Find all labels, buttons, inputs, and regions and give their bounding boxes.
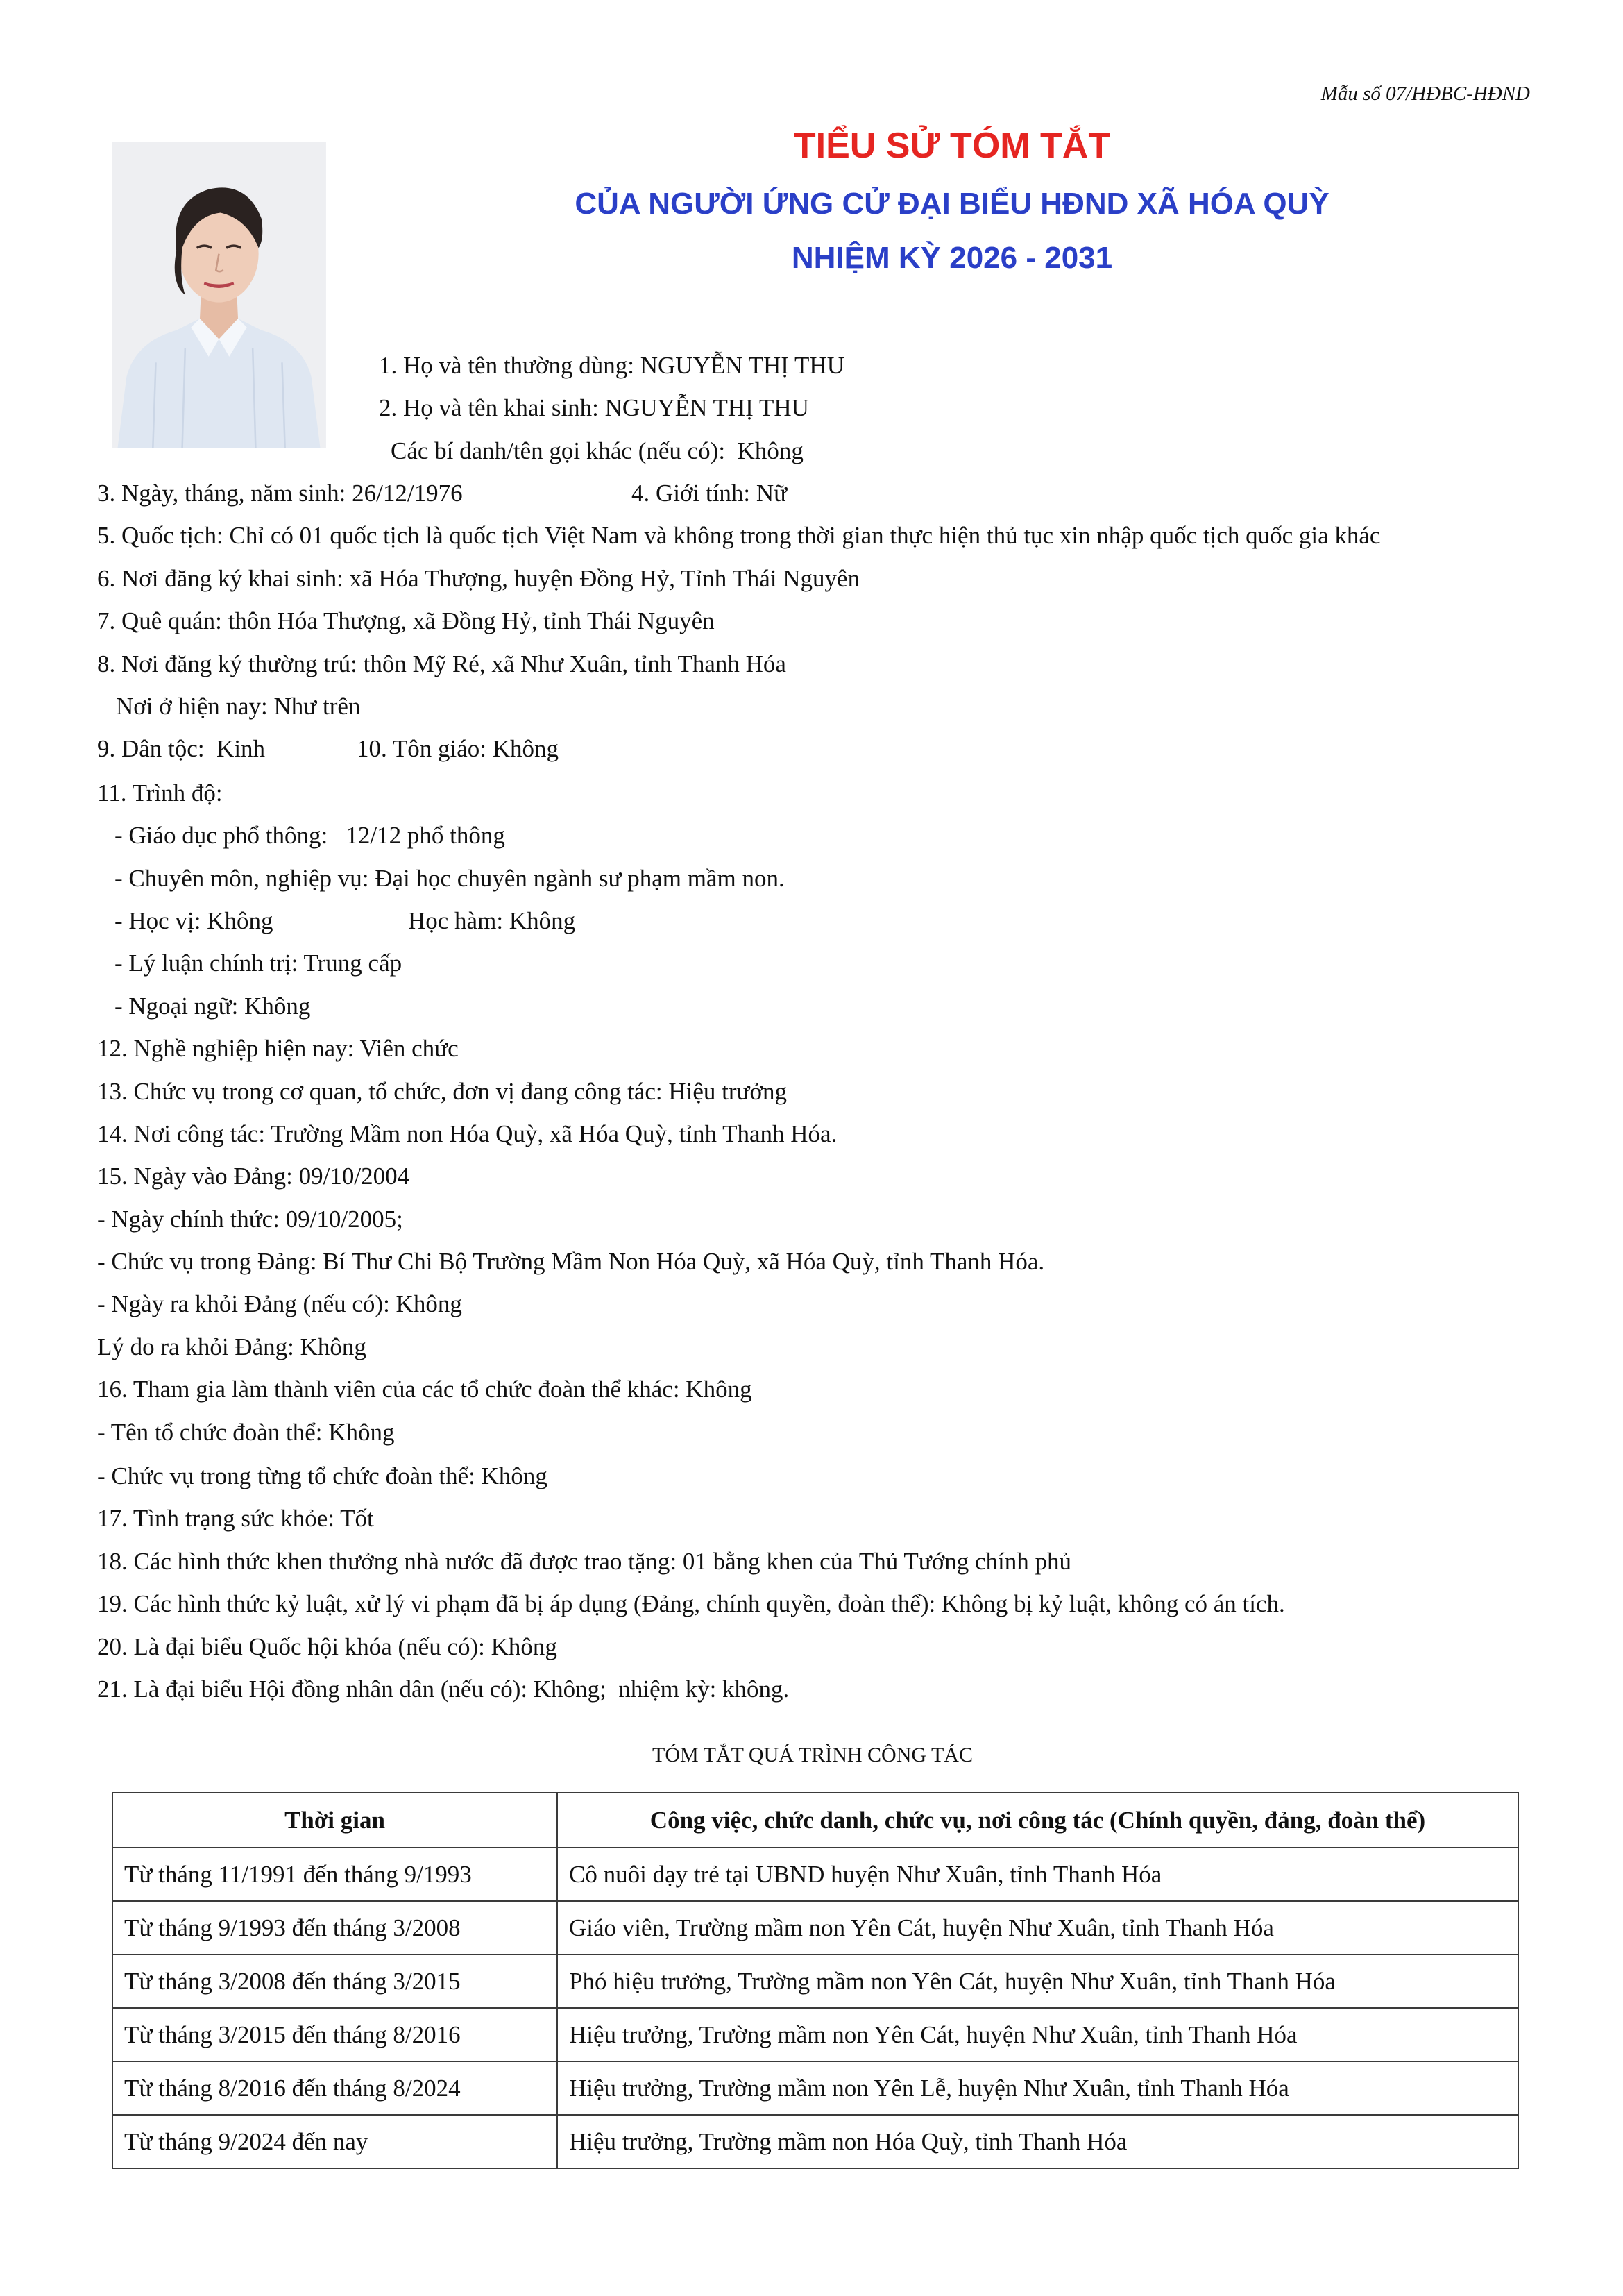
field-awards: 18. Các hình thức khen thưởng nhà nước đã được trao tặng: 01 bằng khen của Thủ Tướng chính phủ bbox=[97, 1548, 1071, 1575]
field-birth-name: 2. Họ và tên khai sinh: NGUYỄN THỊ THU bbox=[379, 394, 809, 421]
field-foreign-language: - Ngoại ngữ: Không bbox=[114, 993, 311, 1020]
title-subtitle: CỦA NGƯỜI ỨNG CỬ ĐẠI BIỂU HĐND XÃ HÓA QUỲ bbox=[575, 187, 1329, 221]
cell-period: Từ tháng 11/1991 đến tháng 9/1993 bbox=[112, 1848, 557, 1901]
field-workplace: 14. Nơi công tác: Trường Mầm non Hóa Quỳ, xã Hóa Quỳ, tỉnh Thanh Hóa. bbox=[97, 1120, 838, 1147]
field-political-theory: - Lý luận chính trị: Trung cấp bbox=[114, 949, 402, 977]
field-general-education: - Giáo dục phổ thông: 12/12 phổ thông bbox=[114, 822, 505, 849]
field-health: 17. Tình trạng sức khỏe: Tốt bbox=[97, 1505, 374, 1532]
title-term: NHIỆM KỲ 2026 - 2031 bbox=[791, 241, 1113, 275]
cell-description: Cô nuôi dạy trẻ tại UBND huyện Như Xuân, tỉnh Thanh Hóa bbox=[557, 1848, 1518, 1901]
field-people-council: 21. Là đại biểu Hội đồng nhân dân (nếu có): Không; nhiệm kỳ: không. bbox=[97, 1675, 790, 1703]
cell-description: Giáo viên, Trường mầm non Yên Cát, huyện Như Xuân, tỉnh Thanh Hóa bbox=[557, 1901, 1518, 1955]
work-history-heading: TÓM TẮT QUÁ TRÌNH CÔNG TÁC bbox=[652, 1744, 973, 1766]
column-header-period: Thời gian bbox=[112, 1793, 557, 1848]
cell-period: Từ tháng 3/2015 đến tháng 8/2016 bbox=[112, 2008, 557, 2061]
work-history-table bbox=[112, 1792, 1519, 2169]
table-row bbox=[112, 2008, 1518, 2061]
portrait-photo bbox=[112, 142, 326, 448]
field-birth-registration: 6. Nơi đăng ký khai sinh: xã Hóa Thượng, huyện Đồng Hỷ, Tỉnh Thái Nguyên bbox=[97, 565, 860, 592]
field-national-assembly: 20. Là đại biểu Quốc hội khóa (nếu có): Không bbox=[97, 1633, 557, 1660]
field-academic-title: Học hàm: Không bbox=[408, 907, 576, 934]
field-aliases: Các bí danh/tên gọi khác (nếu có): Không bbox=[391, 437, 804, 464]
cell-description: Phó hiệu trưởng, Trường mầm non Yên Cát, huyện Như Xuân, tỉnh Thanh Hóa bbox=[557, 1955, 1518, 2008]
field-occupation: 12. Nghề nghiệp hiện nay: Viên chức bbox=[97, 1035, 459, 1062]
field-specialization: - Chuyên môn, nghiệp vụ: Đại học chuyên ngành sư phạm mầm non. bbox=[114, 865, 785, 892]
field-degree: - Học vị: Không bbox=[114, 907, 273, 934]
table-row bbox=[112, 1848, 1518, 1901]
field-gender: 4. Giới tính: Nữ bbox=[631, 480, 788, 507]
field-common-name: 1. Họ và tên thường dùng: NGUYỄN THỊ THU bbox=[379, 352, 844, 379]
field-nationality: 5. Quốc tịch: Chỉ có 01 quốc tịch là quốc tịch Việt Nam và không trong thời gian thực hiện thủ tục xin nhập quốc tịch quốc gia khác bbox=[97, 522, 1381, 549]
cell-description: Hiệu trưởng, Trường mầm non Hóa Quỳ, tỉnh Thanh Hóa bbox=[557, 2115, 1518, 2168]
cell-period: Từ tháng 9/2024 đến nay bbox=[112, 2115, 557, 2168]
field-hometown: 7. Quê quán: thôn Hóa Thượng, xã Đồng Hỷ, tỉnh Thái Nguyên bbox=[97, 607, 715, 634]
column-header-description: Công việc, chức danh, chức vụ, nơi công tác (Chính quyền, đảng, đoàn thể) bbox=[557, 1793, 1518, 1848]
cell-description: Hiệu trưởng, Trường mầm non Yên Lễ, huyện Như Xuân, tỉnh Thanh Hóa bbox=[557, 2061, 1518, 2115]
title-main: TIỂU SỬ TÓM TẮT bbox=[793, 126, 1111, 166]
field-current-residence: Nơi ở hiện nay: Như trên bbox=[116, 693, 361, 720]
field-permanent-residence: 8. Nơi đăng ký thường trú: thôn Mỹ Ré, xã Như Xuân, tỉnh Thanh Hóa bbox=[97, 650, 786, 677]
table-header-row bbox=[112, 1793, 1518, 1848]
field-religion: 10. Tôn giáo: Không bbox=[357, 735, 559, 762]
cell-description: Hiệu trưởng, Trường mầm non Yên Cát, huyện Như Xuân, tỉnh Thanh Hóa bbox=[557, 2008, 1518, 2061]
table-row bbox=[112, 2061, 1518, 2115]
field-education-heading: 11. Trình độ: bbox=[97, 779, 223, 807]
field-position: 13. Chức vụ trong cơ quan, tổ chức, đơn vị đang công tác: Hiệu trưởng bbox=[97, 1078, 788, 1105]
cell-period: Từ tháng 9/1993 đến tháng 3/2008 bbox=[112, 1901, 557, 1955]
field-ethnicity: 9. Dân tộc: Kinh bbox=[97, 735, 266, 762]
table-row bbox=[112, 1955, 1518, 2008]
field-party-leave-date: - Ngày ra khỏi Đảng (nếu có): Không bbox=[97, 1290, 462, 1317]
table-row bbox=[112, 1901, 1518, 1955]
form-code: Mẫu số 07/HĐBC-HĐND bbox=[1320, 83, 1530, 105]
field-dob: 3. Ngày, tháng, năm sinh: 26/12/1976 bbox=[97, 480, 463, 507]
field-organization-positions: - Chức vụ trong từng tổ chức đoàn thể: Không bbox=[97, 1462, 547, 1489]
field-party-position: - Chức vụ trong Đảng: Bí Thư Chi Bộ Trường Mầm Non Hóa Quỳ, xã Hóa Quỳ, tỉnh Thanh Hóa. bbox=[97, 1248, 1045, 1275]
table-row bbox=[112, 2115, 1518, 2168]
cell-period: Từ tháng 3/2008 đến tháng 3/2015 bbox=[112, 1955, 557, 2008]
field-organization-names: - Tên tổ chức đoàn thể: Không bbox=[97, 1419, 395, 1446]
field-organizations: 16. Tham gia làm thành viên của các tổ chức đoàn thể khác: Không bbox=[97, 1376, 752, 1403]
field-party-join-date: 15. Ngày vào Đảng: 09/10/2004 bbox=[97, 1163, 410, 1190]
cell-period: Từ tháng 8/2016 đến tháng 8/2024 bbox=[112, 2061, 557, 2115]
field-discipline: 19. Các hình thức kỷ luật, xử lý vi phạm đã bị áp dụng (Đảng, chính quyền, đoàn thể): Không bị kỷ luật, không có án tích. bbox=[97, 1590, 1285, 1617]
field-party-leave-reason: Lý do ra khỏi Đảng: Không bbox=[97, 1333, 366, 1360]
field-party-official-date: - Ngày chính thức: 09/10/2005; bbox=[97, 1206, 403, 1233]
